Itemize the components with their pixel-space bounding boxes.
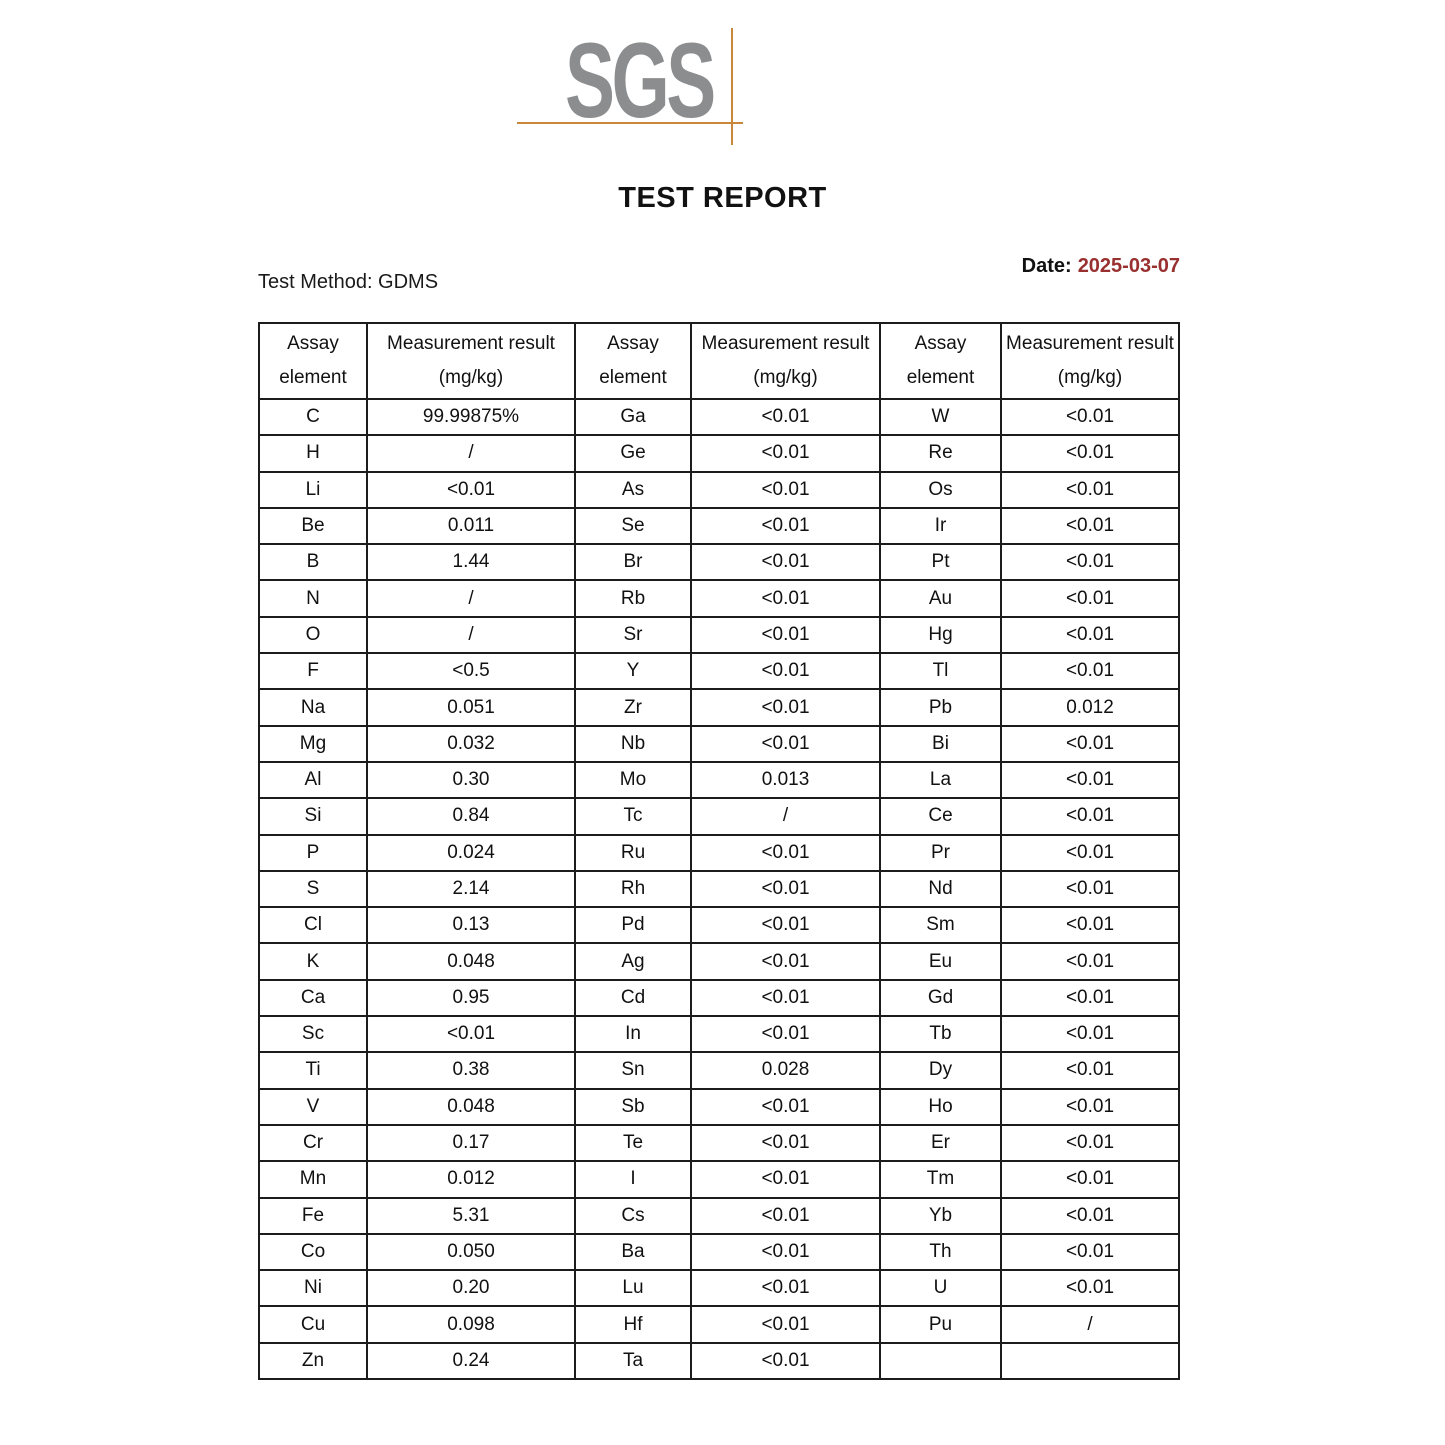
table-row	[259, 798, 1179, 834]
header-line: element	[599, 367, 667, 388]
header-line: (mg/kg)	[1057, 367, 1123, 388]
assay-element-cell: S	[259, 871, 367, 907]
assay-element-cell: Zr	[575, 689, 691, 725]
measurement-result-cell: 0.028	[691, 1052, 880, 1088]
test-method: Test Method: GDMS	[258, 271, 439, 293]
measurement-result-cell: 0.13	[367, 907, 575, 943]
report-date	[1022, 255, 1180, 278]
assay-element-cell: Ge	[575, 435, 691, 471]
table-row	[259, 1270, 1179, 1306]
measurement-result-cell: <0.01	[1001, 726, 1179, 762]
table-row	[259, 472, 1179, 508]
measurement-result-cell: <0.01	[691, 871, 880, 907]
assay-element-cell: Au	[880, 580, 1001, 616]
measurement-result-cell: 0.012	[1001, 689, 1179, 725]
assay-element-cell: Hf	[575, 1306, 691, 1342]
table-row	[259, 1052, 1179, 1088]
assay-element-cell: Ca	[259, 980, 367, 1016]
measurement-result-cell: <0.01	[367, 472, 575, 508]
table-row	[259, 1306, 1179, 1342]
assay-element-cell: Te	[575, 1125, 691, 1161]
measurement-result-cell: <0.01	[691, 689, 880, 725]
assay-element-cell: In	[575, 1016, 691, 1052]
measurement-result-cell: <0.01	[691, 980, 880, 1016]
measurement-result-cell: <0.01	[691, 1306, 880, 1342]
table-row	[259, 1343, 1179, 1379]
assay-element-cell: U	[880, 1270, 1001, 1306]
assay-element-cell: H	[259, 435, 367, 471]
measurement-result-cell: <0.01	[691, 399, 880, 435]
assay-element-cell: Rb	[575, 580, 691, 616]
date-label: Date:	[1021, 255, 1072, 277]
measurement-result-cell: <0.01	[1001, 835, 1179, 871]
measurement-result-cell: <0.01	[1001, 653, 1179, 689]
measurement-result-cell: /	[1001, 1306, 1179, 1342]
measurement-result-cell	[1001, 1343, 1179, 1379]
measurement-result-cell: <0.01	[1001, 980, 1179, 1016]
assay-element-cell: Co	[259, 1234, 367, 1270]
assay-element-cell: Os	[880, 472, 1001, 508]
measurement-result-cell: <0.01	[1001, 1016, 1179, 1052]
measurement-result-cell: <0.01	[691, 1198, 880, 1234]
measurement-result-cell: <0.5	[367, 653, 575, 689]
measurement-result-cell: <0.01	[691, 1161, 880, 1197]
assay-element-cell: Y	[575, 653, 691, 689]
assay-element-cell: Sm	[880, 907, 1001, 943]
assay-element-cell: Ir	[880, 508, 1001, 544]
measurement-result-cell: 0.024	[367, 835, 575, 871]
assay-element-cell: Dy	[880, 1052, 1001, 1088]
measurement-result-cell: <0.01	[691, 1125, 880, 1161]
measurement-result-cell: <0.01	[1001, 508, 1179, 544]
measurement-result-cell: <0.01	[1001, 1234, 1179, 1270]
assay-element-cell: Sc	[259, 1016, 367, 1052]
header-line: (mg/kg)	[438, 367, 504, 388]
table-row	[259, 544, 1179, 580]
header-line: element	[279, 367, 347, 388]
page-title: TEST REPORT	[618, 182, 827, 214]
assay-element-cell: Ta	[575, 1343, 691, 1379]
assay-element-cell: Mn	[259, 1161, 367, 1197]
assay-element-cell: Ga	[575, 399, 691, 435]
assay-element-cell: B	[259, 544, 367, 580]
assay-element-cell: Hg	[880, 617, 1001, 653]
table-row	[259, 871, 1179, 907]
measurement-result-cell: <0.01	[691, 1016, 880, 1052]
assay-element-cell: I	[575, 1161, 691, 1197]
measurement-result-cell: <0.01	[1001, 399, 1179, 435]
assay-element-cell: Ag	[575, 943, 691, 979]
measurement-result-cell: 0.050	[367, 1234, 575, 1270]
measurement-result-cell: 0.048	[367, 943, 575, 979]
measurement-result-cell: 99.99875%	[367, 399, 575, 435]
measurement-result-cell: <0.01	[1001, 1125, 1179, 1161]
measurement-result-cell: 0.20	[367, 1270, 575, 1306]
assay-element-cell: Be	[259, 508, 367, 544]
table-row	[259, 1234, 1179, 1270]
assay-element-cell: Nd	[880, 871, 1001, 907]
header-line: (mg/kg)	[753, 367, 818, 388]
assay-element-cell: Re	[880, 435, 1001, 471]
assay-element-cell: Mo	[575, 762, 691, 798]
assay-element-cell: Eu	[880, 943, 1001, 979]
measurement-result-cell: /	[367, 435, 575, 471]
assay-element-cell: Ba	[575, 1234, 691, 1270]
measurement-result-cell: 0.013	[691, 762, 880, 798]
measurement-result-cell: /	[367, 580, 575, 616]
measurement-result-cell: <0.01	[1001, 871, 1179, 907]
header-line: Measurement result	[387, 332, 555, 354]
measurement-result-cell: 0.95	[367, 980, 575, 1016]
table-row	[259, 1161, 1179, 1197]
assay-element-cell: Pt	[880, 544, 1001, 580]
measurement-result-cell: 0.048	[367, 1089, 575, 1125]
table-row	[259, 980, 1179, 1016]
table-row	[259, 1016, 1179, 1052]
assay-element-cell: K	[259, 943, 367, 979]
header-line: Measurement result	[701, 332, 870, 354]
header-row	[259, 323, 1179, 399]
assay-element-cell: Ni	[259, 1270, 367, 1306]
assay-element-cell: Tb	[880, 1016, 1001, 1052]
header-measurement-result-3	[1001, 323, 1179, 399]
measurement-result-cell: 5.31	[367, 1198, 575, 1234]
table-row	[259, 1198, 1179, 1234]
measurement-result-cell: <0.01	[691, 943, 880, 979]
assay-element-cell: Sb	[575, 1089, 691, 1125]
assay-element-cell: O	[259, 617, 367, 653]
assay-element-cell: Er	[880, 1125, 1001, 1161]
assay-element-cell: Lu	[575, 1270, 691, 1306]
measurement-result-cell: <0.01	[691, 1234, 880, 1270]
measurement-result-cell: <0.01	[1001, 1161, 1179, 1197]
assay-element-cell: As	[575, 472, 691, 508]
table-row	[259, 653, 1179, 689]
measurement-result-cell: /	[367, 617, 575, 653]
measurement-result-cell: <0.01	[1001, 472, 1179, 508]
assay-element-cell: Fe	[259, 1198, 367, 1234]
measurement-result-cell: 0.24	[367, 1343, 575, 1379]
assay-element-cell: W	[880, 399, 1001, 435]
measurement-result-cell: <0.01	[367, 1016, 575, 1052]
measurement-result-cell: <0.01	[691, 1089, 880, 1125]
table-row	[259, 399, 1179, 435]
assay-element-cell: Tl	[880, 653, 1001, 689]
sgs-logo	[255, 10, 713, 145]
assay-element-cell: Tm	[880, 1161, 1001, 1197]
measurement-result-cell: 0.032	[367, 726, 575, 762]
assay-element-cell: Al	[259, 762, 367, 798]
measurement-result-cell: <0.01	[691, 508, 880, 544]
table-row	[259, 762, 1179, 798]
assay-element-cell: Ti	[259, 1052, 367, 1088]
measurement-result-cell: <0.01	[1001, 762, 1179, 798]
measurement-result-cell: <0.01	[691, 617, 880, 653]
assay-element-cell: Ce	[880, 798, 1001, 834]
measurement-result-cell: <0.01	[691, 544, 880, 580]
assay-element-cell: Pr	[880, 835, 1001, 871]
assay-element-cell: Pd	[575, 907, 691, 943]
assay-element-cell: Gd	[880, 980, 1001, 1016]
header-measurement-result-1	[367, 323, 575, 399]
header-line: Assay	[914, 332, 967, 354]
assay-element-cell: Sn	[575, 1052, 691, 1088]
measurement-result-cell: 0.051	[367, 689, 575, 725]
sgs-logo-text: SGS	[565, 20, 713, 140]
assay-element-cell	[880, 1343, 1001, 1379]
date-value: 2025-03-07	[1077, 255, 1180, 277]
measurement-result-cell: <0.01	[1001, 435, 1179, 471]
measurement-result-cell: 0.098	[367, 1306, 575, 1342]
assay-element-cell: Rh	[575, 871, 691, 907]
assay-element-cell: V	[259, 1089, 367, 1125]
assay-element-cell: Mg	[259, 726, 367, 762]
measurement-result-cell: 0.012	[367, 1161, 575, 1197]
assay-element-cell: Bi	[880, 726, 1001, 762]
measurement-result-cell: <0.01	[691, 726, 880, 762]
measurement-result-cell: 0.17	[367, 1125, 575, 1161]
measurement-result-cell: <0.01	[1001, 907, 1179, 943]
measurement-result-cell: 0.011	[367, 508, 575, 544]
header-measurement-result-2	[691, 323, 880, 399]
assay-element-cell: Cl	[259, 907, 367, 943]
header-assay-element-1	[259, 323, 367, 399]
assay-table-header	[259, 323, 1179, 399]
header-line: Assay	[607, 332, 659, 354]
assay-element-cell: C	[259, 399, 367, 435]
header-line: Assay	[287, 332, 339, 354]
measurement-result-cell: <0.01	[691, 1270, 880, 1306]
assay-element-cell: Cu	[259, 1306, 367, 1342]
assay-element-cell: Ru	[575, 835, 691, 871]
measurement-result-cell: <0.01	[1001, 1089, 1179, 1125]
table-row	[259, 1125, 1179, 1161]
assay-element-cell: La	[880, 762, 1001, 798]
assay-element-cell: Cs	[575, 1198, 691, 1234]
header-line: element	[906, 367, 975, 388]
measurement-result-cell: <0.01	[691, 653, 880, 689]
assay-element-cell: Ho	[880, 1089, 1001, 1125]
assay-element-cell: Cd	[575, 980, 691, 1016]
assay-element-cell: Na	[259, 689, 367, 725]
header-assay-element-3	[880, 323, 1001, 399]
assay-element-cell: Pu	[880, 1306, 1001, 1342]
assay-results-table	[258, 322, 1180, 1380]
measurement-result-cell: 2.14	[367, 871, 575, 907]
assay-element-cell: Se	[575, 508, 691, 544]
measurement-result-cell: <0.01	[1001, 1052, 1179, 1088]
measurement-result-cell: <0.01	[1001, 798, 1179, 834]
header-line: Measurement result	[1006, 332, 1174, 354]
assay-element-cell: Tc	[575, 798, 691, 834]
measurement-result-cell: <0.01	[691, 835, 880, 871]
header-assay-element-2	[575, 323, 691, 399]
assay-element-cell: Zn	[259, 1343, 367, 1379]
assay-element-cell: Cr	[259, 1125, 367, 1161]
logo-vertical-line	[731, 28, 733, 145]
assay-element-cell: Nb	[575, 726, 691, 762]
measurement-result-cell: <0.01	[691, 472, 880, 508]
table-row	[259, 943, 1179, 979]
measurement-result-cell: 0.38	[367, 1052, 575, 1088]
measurement-result-cell: 0.30	[367, 762, 575, 798]
table-row	[259, 726, 1179, 762]
table-row	[259, 689, 1179, 725]
measurement-result-cell: <0.01	[1001, 580, 1179, 616]
measurement-result-cell: /	[691, 798, 880, 834]
assay-element-cell: N	[259, 580, 367, 616]
assay-element-cell: Yb	[880, 1198, 1001, 1234]
table-row	[259, 835, 1179, 871]
table-row	[259, 617, 1179, 653]
measurement-result-cell: <0.01	[1001, 544, 1179, 580]
assay-element-cell: Sr	[575, 617, 691, 653]
table-row	[259, 1089, 1179, 1125]
measurement-result-cell: 1.44	[367, 544, 575, 580]
assay-table-body	[259, 399, 1179, 1379]
measurement-result-cell: <0.01	[1001, 617, 1179, 653]
measurement-result-cell: <0.01	[1001, 943, 1179, 979]
assay-element-cell: F	[259, 653, 367, 689]
measurement-result-cell: <0.01	[1001, 1198, 1179, 1234]
assay-element-cell: Li	[259, 472, 367, 508]
assay-element-cell: P	[259, 835, 367, 871]
measurement-result-cell: 0.84	[367, 798, 575, 834]
assay-element-cell: Si	[259, 798, 367, 834]
measurement-result-cell: <0.01	[691, 907, 880, 943]
table-row	[259, 907, 1179, 943]
assay-element-cell: Th	[880, 1234, 1001, 1270]
table-row	[259, 580, 1179, 616]
measurement-result-cell: <0.01	[1001, 1270, 1179, 1306]
assay-element-cell: Pb	[880, 689, 1001, 725]
table-row	[259, 435, 1179, 471]
table-row	[259, 508, 1179, 544]
measurement-result-cell: <0.01	[691, 1343, 880, 1379]
assay-element-cell: Br	[575, 544, 691, 580]
measurement-result-cell: <0.01	[691, 435, 880, 471]
measurement-result-cell: <0.01	[691, 580, 880, 616]
